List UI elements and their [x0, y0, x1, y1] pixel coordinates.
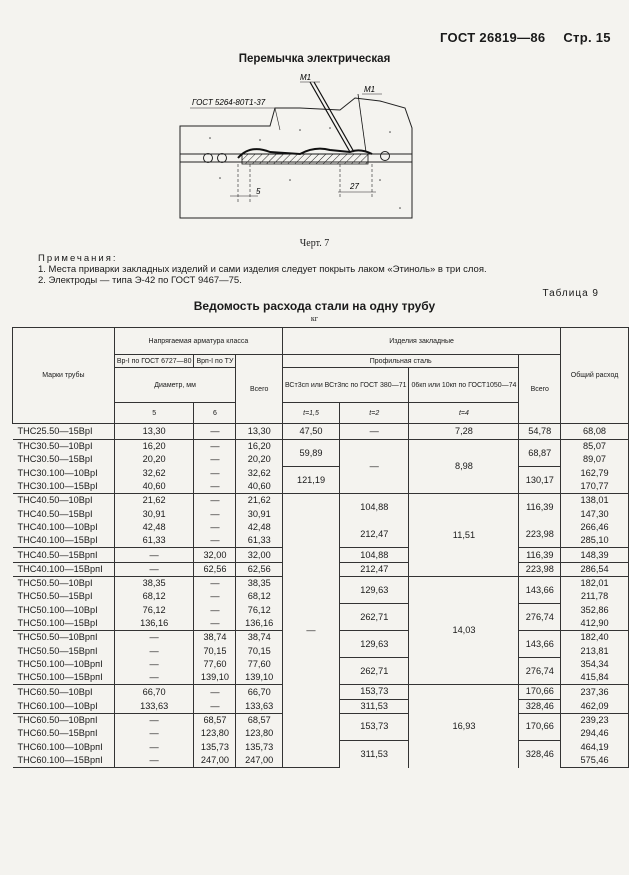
table-cell: ТНС40.50—10ВрI	[13, 494, 115, 508]
table-cell: 70,15	[194, 644, 236, 657]
table-cell: 328,46	[519, 699, 561, 713]
table-cell: —	[194, 576, 236, 590]
table-cell: 135,73	[236, 741, 283, 754]
table-cell: —	[114, 713, 194, 727]
table-label: Таблица 9	[542, 288, 599, 299]
table-cell: 266,46	[561, 521, 629, 534]
standard-number: ГОСТ 26819—86	[440, 30, 546, 45]
table-cell: 54,78	[519, 424, 561, 440]
table-cell: 70,15	[236, 644, 283, 657]
table-cell: ТНС60.50—15ВрпI	[13, 727, 115, 740]
table-cell: 116,39	[519, 548, 561, 562]
table-cell: ТНС60.50—10ВрI	[13, 685, 115, 699]
col-overall: Общий расход	[561, 328, 629, 424]
table-cell: 212,47	[340, 521, 409, 548]
table-cell: ТНС50.100—15ВрпI	[13, 671, 115, 685]
table-cell: 170,66	[519, 713, 561, 740]
table-cell: 76,12	[114, 604, 194, 617]
col-profile: Профильная сталь	[283, 355, 519, 368]
table-cell: 38,35	[236, 576, 283, 590]
col-d5: 5	[114, 403, 194, 424]
table-cell: 143,66	[519, 576, 561, 603]
table-cell: 139,10	[194, 671, 236, 685]
table-cell: —	[194, 534, 236, 548]
table-cell: 38,74	[236, 631, 283, 645]
table-cell: 89,07	[561, 453, 629, 466]
table-cell: 85,07	[561, 440, 629, 454]
table-cell: —	[114, 754, 194, 768]
table-cell: ТНС50.50—10ВрI	[13, 576, 115, 590]
dim-27: 27	[350, 182, 359, 191]
table-cell: ТНС30.50—15ВрI	[13, 453, 115, 466]
table-cell: 76,12	[236, 604, 283, 617]
table-cell: —	[194, 699, 236, 713]
table-cell: 212,47	[340, 562, 409, 576]
table-cell: 286,54	[561, 562, 629, 576]
table-cell: —	[194, 685, 236, 699]
table-cell: —	[114, 727, 194, 740]
col-total: Всего	[236, 355, 283, 424]
table-cell: 276,74	[519, 604, 561, 631]
table-cell: 20,20	[236, 453, 283, 466]
table-cell: —	[194, 604, 236, 617]
col-vr1: Вр-I по ГОСТ 6727—80	[114, 355, 194, 368]
steel-consumption-table	[12, 327, 629, 768]
table-cell: 182,01	[561, 576, 629, 590]
table-cell: 38,35	[114, 576, 194, 590]
table-row-mark: ТНС25.50—15ВрI	[13, 424, 115, 440]
table-cell: 143,66	[519, 631, 561, 658]
table-cell: 213,81	[561, 644, 629, 657]
col-prestressed: Напрягаемая арматура класса	[114, 328, 282, 355]
table-cell: 66,70	[236, 685, 283, 699]
table-cell: ТНС40.50—15ВрпI	[13, 548, 115, 562]
gost-label: ГОСТ 5264-80Т1-37	[192, 98, 266, 107]
table-cell: 123,80	[236, 727, 283, 740]
table-cell: 61,33	[236, 534, 283, 548]
table-cell: 294,46	[561, 727, 629, 740]
col-t4: t=4	[409, 403, 519, 424]
table-cell: —	[114, 671, 194, 685]
table-cell: —	[194, 467, 236, 480]
table-cell: 162,79	[561, 467, 629, 480]
table-cell: ТНС60.100—15ВрпI	[13, 754, 115, 768]
table-cell: 354,34	[561, 658, 629, 671]
table-cell: 415,84	[561, 671, 629, 685]
table-cell: —	[114, 741, 194, 754]
table-cell: 20,20	[114, 453, 194, 466]
table-cell: 42,48	[114, 521, 194, 534]
table-cell: 147,30	[561, 507, 629, 520]
col-t2: t=2	[340, 403, 409, 424]
table-cell: ТНС60.100—10ВрпI	[13, 741, 115, 754]
table-cell: 223,98	[519, 562, 561, 576]
table-cell: ТНС50.100—15ВрI	[13, 617, 115, 631]
table-cell: 170,77	[561, 480, 629, 494]
table-cell: —	[194, 424, 236, 440]
page-number: Стр. 15	[563, 30, 611, 45]
table-cell: —	[194, 507, 236, 520]
table-cell: 30,91	[114, 507, 194, 520]
table-cell: 62,56	[236, 562, 283, 576]
table-cell: 153,73	[340, 685, 409, 699]
table-cell: 59,89	[283, 440, 340, 467]
table-cell: 40,60	[114, 480, 194, 494]
table-cell: 262,71	[340, 658, 409, 685]
table-cell: —	[114, 631, 194, 645]
table-cell: 62,56	[194, 562, 236, 576]
table-cell: 129,63	[340, 631, 409, 658]
table-cell: 30,91	[236, 507, 283, 520]
table-cell: 311,53	[340, 741, 409, 768]
table-cell: 77,60	[194, 658, 236, 671]
table-cell: —	[194, 521, 236, 534]
jumper-drawing	[150, 68, 420, 234]
table-cell: 133,63	[114, 699, 194, 713]
table-cell: 328,46	[519, 741, 561, 768]
table-cell: —	[340, 424, 409, 440]
table-cell: 77,60	[236, 658, 283, 671]
table-cell: 68,12	[114, 590, 194, 603]
table-cell: 68,87	[519, 440, 561, 467]
table-cell: 182,40	[561, 631, 629, 645]
table-cell: ТНС50.100—10ВрI	[13, 604, 115, 617]
col-total2: Всего	[519, 355, 561, 424]
table-cell: —	[194, 590, 236, 603]
table-cell: —	[194, 440, 236, 454]
table-cell: ТНС60.100—10ВрI	[13, 699, 115, 713]
table-cell: ТНС50.50—15ВрпI	[13, 644, 115, 657]
table-cell: 32,62	[236, 467, 283, 480]
table-cell: 135,73	[194, 741, 236, 754]
col-diameter: Диаметр, мм	[114, 368, 236, 403]
table-title: Ведомость расхода стали на одну трубу	[193, 299, 436, 313]
table-cell: 136,16	[114, 617, 194, 631]
dim-5: 5	[256, 187, 261, 196]
table-cell: 42,48	[236, 521, 283, 534]
table-cell: ТНС30.100—10ВрI	[13, 467, 115, 480]
table-cell: ТНС30.100—15ВрI	[13, 480, 115, 494]
table-cell: 14,03	[409, 576, 519, 684]
table-cell: 130,17	[519, 467, 561, 494]
table-cell: —	[114, 658, 194, 671]
table-cell: —	[194, 480, 236, 494]
table-cell: ТНС40.50—15ВрI	[13, 507, 115, 520]
notes-title: Примечания:	[38, 253, 118, 264]
note-item: 2. Электроды — типа Э-42 по ГОСТ 9467—75.	[38, 275, 242, 286]
m1-label-left: М1	[300, 73, 312, 82]
table-cell: 139,10	[236, 671, 283, 685]
col-strip: 06кп или 10кп по ГОСТ1050—74	[409, 368, 519, 403]
table-cell: 61,33	[114, 534, 194, 548]
col-vrp1: Врп-I по ТУ	[194, 355, 236, 368]
table-cell: ТНС40.100—10ВрI	[13, 521, 115, 534]
table-cell: ТНС50.50—10ВрпI	[13, 631, 115, 645]
table-cell: 13,30	[114, 424, 194, 440]
table-cell: ТНС40.100—15ВрI	[13, 534, 115, 548]
table-cell: 32,62	[114, 467, 194, 480]
note-item: 1. Места приварки закладных изделий и сами изделия следует покрыть лаком «Этиноль» в три слоя.	[38, 264, 487, 275]
table-cell: 153,73	[340, 713, 409, 740]
page-header	[440, 30, 611, 45]
table-cell: —	[194, 494, 236, 508]
table-cell: 211,78	[561, 590, 629, 603]
table-cell: 13,30	[236, 424, 283, 440]
table-cell: 464,19	[561, 741, 629, 754]
figure-caption: Черт. 7	[299, 238, 330, 249]
notes	[38, 253, 487, 286]
table-cell: 237,36	[561, 685, 629, 699]
table-cell: 7,28	[409, 424, 519, 440]
col-d6: 6	[194, 403, 236, 424]
table-cell: 68,12	[236, 590, 283, 603]
table-cell: —	[194, 453, 236, 466]
figure-title: Перемычка электрическая	[238, 53, 391, 65]
table-cell: 311,53	[340, 699, 409, 713]
table-cell: 412,90	[561, 617, 629, 631]
table-cell: 129,63	[340, 576, 409, 603]
col-embedded: Изделия закладные	[283, 328, 561, 355]
table-cell: ТНС50.100—10ВрпI	[13, 658, 115, 671]
col-t15: t=1,5	[283, 403, 340, 424]
table-cell: 148,39	[561, 548, 629, 562]
table-cell: 16,20	[114, 440, 194, 454]
table-cell: 262,71	[340, 604, 409, 631]
table-cell: ТНС50.50—15ВрI	[13, 590, 115, 603]
m1-label-right: М1	[364, 85, 376, 94]
table-cell: 16,93	[409, 685, 519, 768]
table-cell: 121,19	[283, 467, 340, 494]
table-cell: ТНС60.50—10ВрпI	[13, 713, 115, 727]
table-cell: 276,74	[519, 658, 561, 685]
table-cell: 170,66	[519, 685, 561, 699]
table-cell: 575,46	[561, 754, 629, 768]
table-cell: 11,51	[409, 494, 519, 577]
table-cell: 40,60	[236, 480, 283, 494]
table-cell: 32,00	[194, 548, 236, 562]
table-cell: 68,57	[194, 713, 236, 727]
table-cell: 133,63	[236, 699, 283, 713]
table-cell: —	[194, 617, 236, 631]
table-cell: 16,20	[236, 440, 283, 454]
table-cell: 247,00	[236, 754, 283, 768]
table-cell: 21,62	[114, 494, 194, 508]
col-mark: Марки трубы	[13, 328, 115, 424]
table-cell: 223,98	[519, 521, 561, 548]
table-cell: 138,01	[561, 494, 629, 508]
table-cell: —	[114, 548, 194, 562]
table-cell: 21,62	[236, 494, 283, 508]
table-cell: 47,50	[283, 424, 340, 440]
table-cell: 104,88	[340, 494, 409, 521]
col-vst3: ВСт3сп или ВСт3пс по ГОСТ 380—71	[283, 368, 409, 403]
table-cell: 38,74	[194, 631, 236, 645]
table-cell: ТНС40.100—15ВрпI	[13, 562, 115, 576]
table-cell: 247,00	[194, 754, 236, 768]
table-cell: 239,23	[561, 713, 629, 727]
table-cell: 32,00	[236, 548, 283, 562]
table-cell: 104,88	[340, 548, 409, 562]
table-cell: —	[283, 494, 340, 768]
table-cell: 116,39	[519, 494, 561, 521]
table-cell: 352,86	[561, 604, 629, 617]
table-cell: 8,98	[409, 440, 519, 494]
table-cell: 285,10	[561, 534, 629, 548]
table-cell: 462,09	[561, 699, 629, 713]
table-cell: 66,70	[114, 685, 194, 699]
table-cell: 68,08	[561, 424, 629, 440]
table-cell: —	[340, 440, 409, 494]
table-unit: кг	[310, 314, 319, 323]
table-cell: —	[114, 562, 194, 576]
table-cell: 123,80	[194, 727, 236, 740]
table-cell: —	[114, 644, 194, 657]
table-cell: 68,57	[236, 713, 283, 727]
table-cell: ТНС30.50—10ВрI	[13, 440, 115, 454]
table-cell: 136,16	[236, 617, 283, 631]
